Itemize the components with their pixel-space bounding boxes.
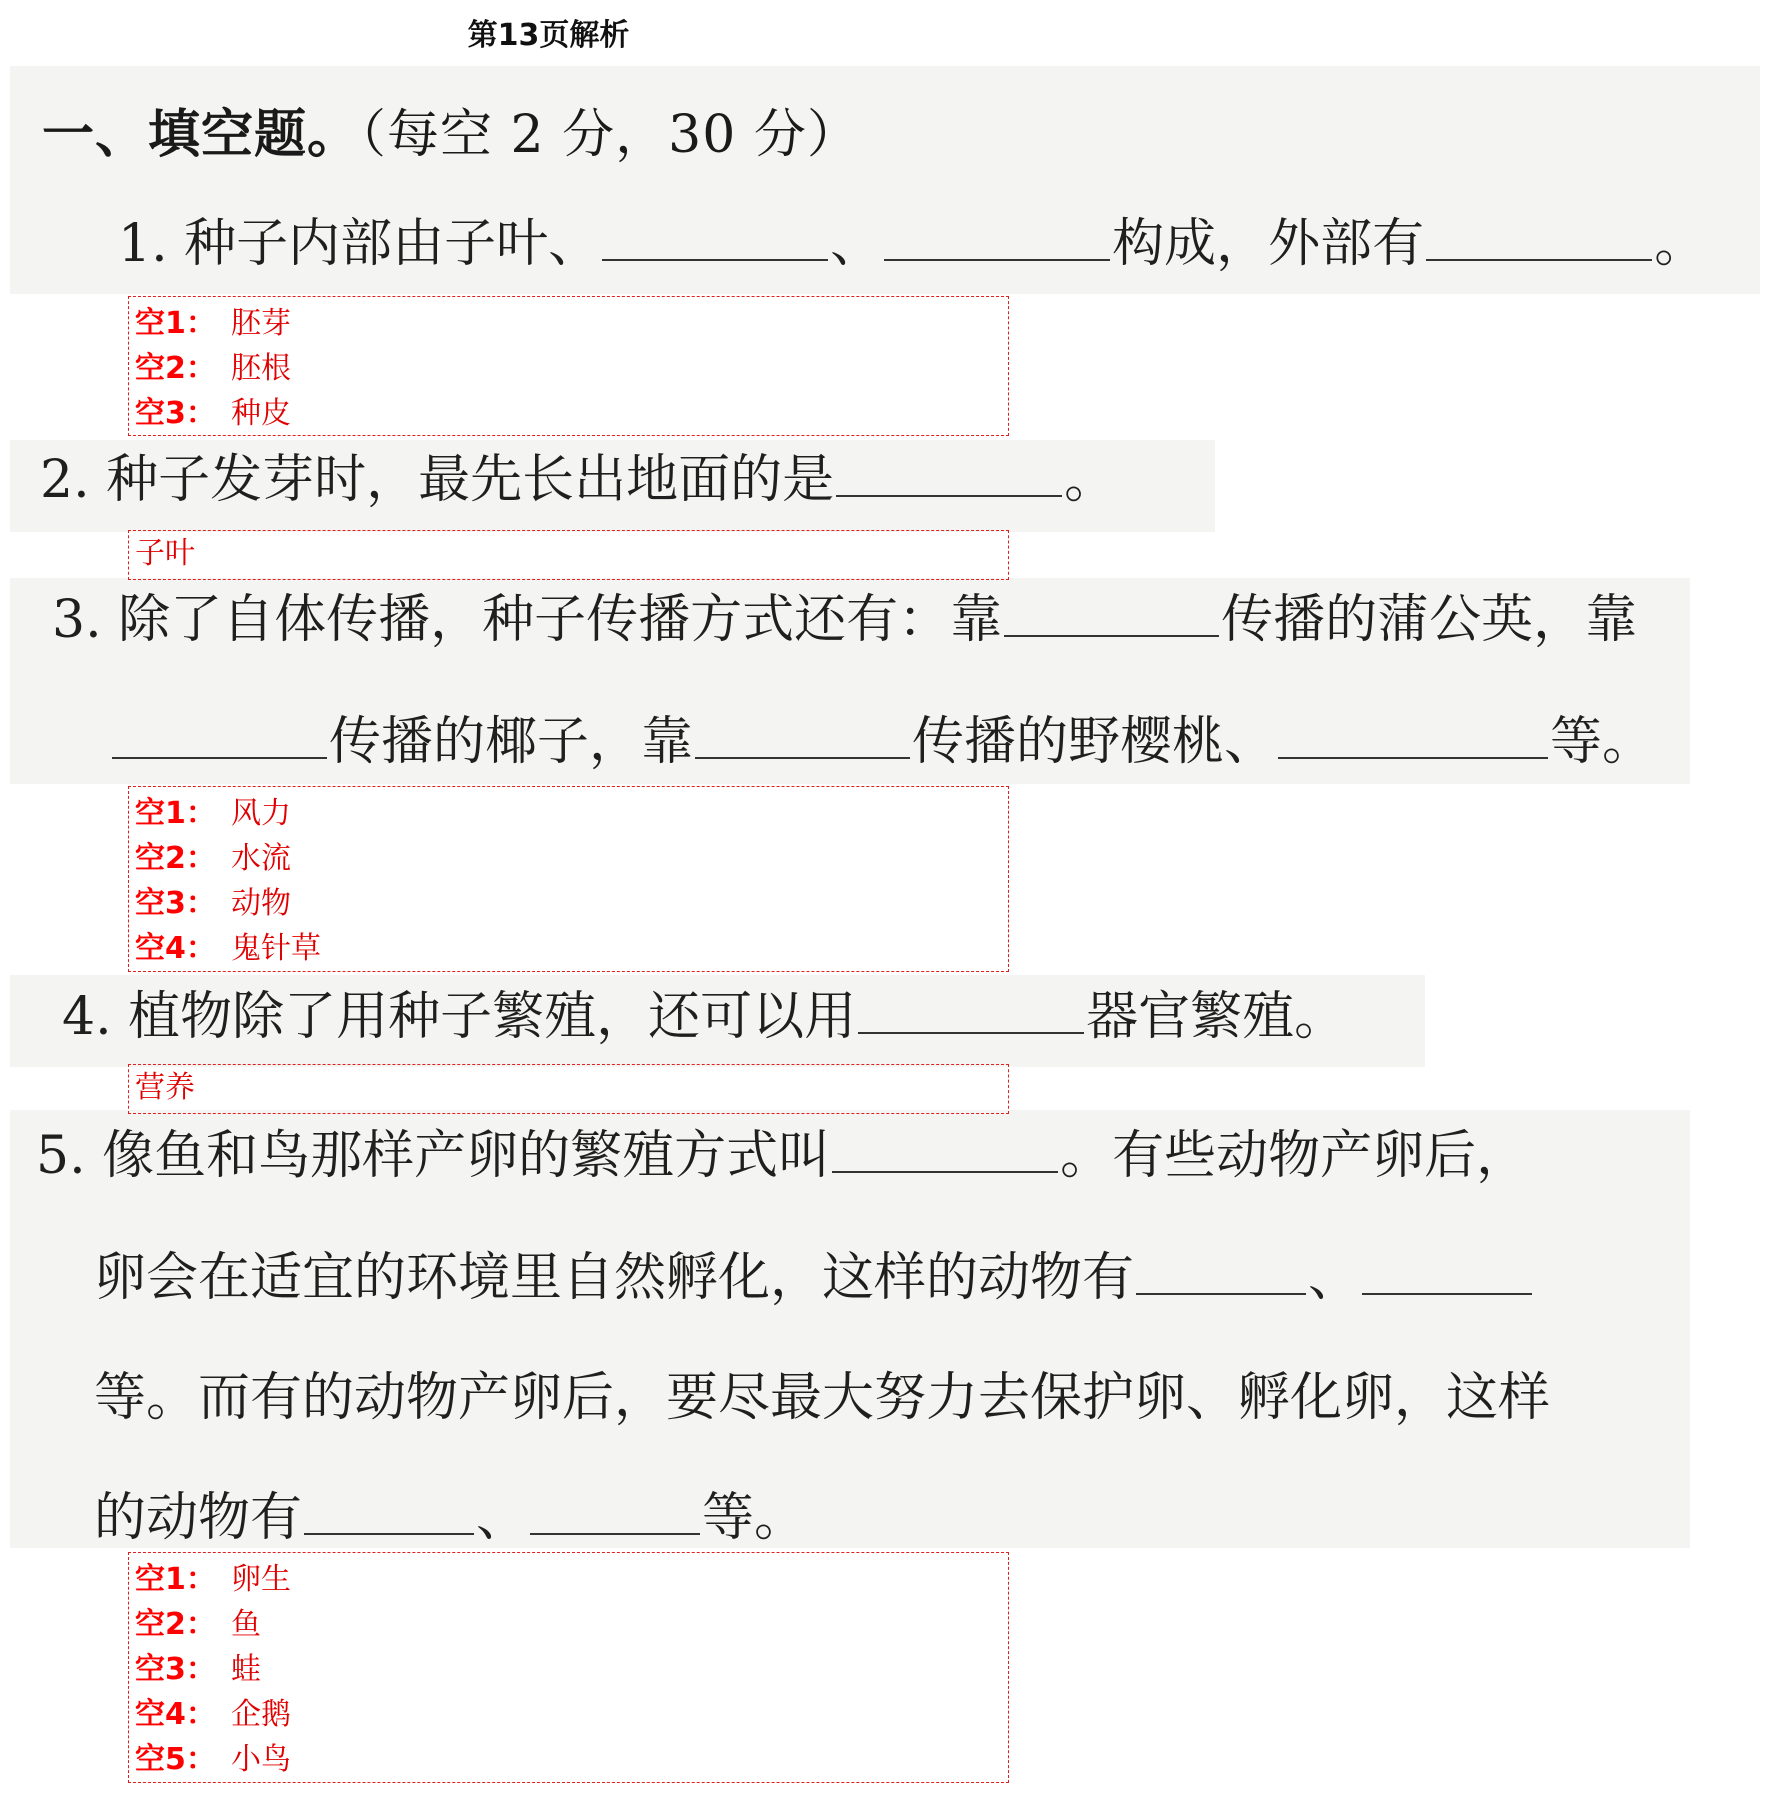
answer-row bbox=[135, 346, 1002, 391]
answer-key: 空2： bbox=[135, 351, 216, 386]
question-5-line-4 bbox=[94, 1486, 806, 1550]
question-text: 1. 种子内部由子叶、 bbox=[118, 214, 601, 274]
answer-value: 种皮 bbox=[231, 396, 291, 431]
answer-box-2 bbox=[128, 530, 1009, 580]
question-3-line-2 bbox=[110, 710, 1654, 774]
answer-row bbox=[135, 391, 1002, 436]
answer-row bbox=[135, 926, 1002, 971]
answer-box-4 bbox=[128, 1064, 1009, 1114]
answer-value: 子叶 bbox=[135, 536, 195, 571]
answer-value: 卵生 bbox=[231, 1562, 291, 1597]
question-text: 卵会在适宜的环境里自然孵化，这样的动物有 bbox=[94, 1248, 1135, 1308]
question-text: 。 bbox=[1064, 450, 1117, 510]
answer-blank bbox=[602, 215, 828, 261]
answer-value: 营养 bbox=[135, 1070, 195, 1105]
answer-key: 空3： bbox=[135, 396, 216, 431]
answer-key: 空3： bbox=[135, 886, 216, 921]
answer-row bbox=[135, 1557, 1002, 1602]
section-title-note: （每空 2 分，30 分） bbox=[360, 105, 860, 165]
answer-row bbox=[135, 881, 1002, 926]
answer-value: 胚芽 bbox=[231, 306, 291, 341]
answer-key: 空1： bbox=[135, 1562, 216, 1597]
answer-value: 动物 bbox=[231, 886, 291, 921]
answer-blank bbox=[304, 1489, 474, 1535]
question-text: 的动物有 bbox=[94, 1488, 303, 1548]
question-text: 、 bbox=[1308, 1248, 1361, 1308]
answer-value: 胚根 bbox=[231, 351, 291, 386]
answer-blank bbox=[884, 215, 1110, 261]
question-5-line-3 bbox=[94, 1366, 1550, 1430]
page-title: 第13页解析 bbox=[467, 18, 630, 53]
answer-row bbox=[135, 836, 1002, 881]
answer-row bbox=[135, 301, 1002, 346]
answer-blank bbox=[530, 1489, 700, 1535]
question-1-line-1 bbox=[118, 212, 1706, 276]
answer-blank bbox=[1136, 1249, 1306, 1295]
question-text: 、 bbox=[830, 214, 883, 274]
section-title-main: 一、填空题。 bbox=[42, 105, 361, 165]
question-5-line-1 bbox=[36, 1124, 1528, 1188]
answer-blank bbox=[858, 988, 1084, 1034]
question-text: 传播的野樱桃、 bbox=[912, 712, 1277, 772]
answer-value: 企鹅 bbox=[231, 1697, 291, 1732]
question-text: 、 bbox=[476, 1488, 529, 1548]
question-2-line-1 bbox=[40, 448, 1116, 512]
question-text: 3. 除了自体传播，种子传播方式还有：靠 bbox=[52, 590, 1003, 650]
question-5-line-2 bbox=[94, 1246, 1534, 1310]
answer-key: 空4： bbox=[135, 931, 216, 966]
question-text: 。有些动物产卵后， bbox=[1060, 1126, 1529, 1186]
answer-blank bbox=[832, 1127, 1058, 1173]
answer-blank bbox=[836, 451, 1062, 497]
answer-key: 空2： bbox=[135, 1607, 216, 1642]
question-text: 等。而有的动物产卵后，要尽最大努力去保护卵、孵化卵，这样 bbox=[94, 1368, 1551, 1428]
question-text: 。 bbox=[1654, 214, 1707, 274]
question-text: 等。 bbox=[1550, 712, 1655, 772]
question-text: 传播的椰子，靠 bbox=[329, 712, 694, 772]
answer-key: 空2： bbox=[135, 841, 216, 876]
answer-box-5 bbox=[128, 1552, 1009, 1783]
answer-blank bbox=[1362, 1249, 1532, 1295]
answer-blank bbox=[695, 713, 910, 759]
answer-row bbox=[135, 1647, 1002, 1692]
answer-row bbox=[135, 531, 1002, 576]
answer-value: 水流 bbox=[231, 841, 291, 876]
question-3-line-1 bbox=[52, 588, 1637, 652]
answer-value: 蛙 bbox=[231, 1652, 261, 1687]
answer-blank bbox=[1278, 713, 1548, 759]
answer-key: 空3： bbox=[135, 1652, 216, 1687]
answer-box-3 bbox=[128, 786, 1009, 972]
answer-value: 风力 bbox=[231, 796, 291, 831]
question-text: 传播的蒲公英，靠 bbox=[1221, 590, 1638, 650]
answer-row bbox=[135, 1065, 1002, 1110]
answer-key: 空5： bbox=[135, 1742, 216, 1777]
section-title bbox=[42, 92, 860, 167]
answer-value: 鬼针草 bbox=[231, 931, 321, 966]
answer-row bbox=[135, 791, 1002, 836]
answer-value: 鱼 bbox=[231, 1607, 261, 1642]
question-4-line-1 bbox=[62, 985, 1346, 1049]
answer-blank bbox=[112, 713, 327, 759]
answer-key: 空1： bbox=[135, 306, 216, 341]
answer-row bbox=[135, 1602, 1002, 1647]
question-text: 4. 植物除了用种子繁殖，还可以用 bbox=[62, 987, 857, 1047]
answer-key: 空1： bbox=[135, 796, 216, 831]
answer-value: 小鸟 bbox=[231, 1742, 291, 1777]
answer-row bbox=[135, 1692, 1002, 1737]
answer-row bbox=[135, 1737, 1002, 1782]
question-text: 5. 像鱼和鸟那样产卵的繁殖方式叫 bbox=[36, 1126, 831, 1186]
answer-box-1 bbox=[128, 296, 1009, 436]
question-text: 等。 bbox=[702, 1488, 807, 1548]
answer-key: 空4： bbox=[135, 1697, 216, 1732]
question-text: 构成，外部有 bbox=[1112, 214, 1425, 274]
question-text: 2. 种子发芽时，最先长出地面的是 bbox=[40, 450, 835, 510]
answer-blank bbox=[1426, 215, 1652, 261]
answer-blank bbox=[1004, 591, 1219, 637]
question-text: 器官繁殖。 bbox=[1086, 987, 1347, 1047]
